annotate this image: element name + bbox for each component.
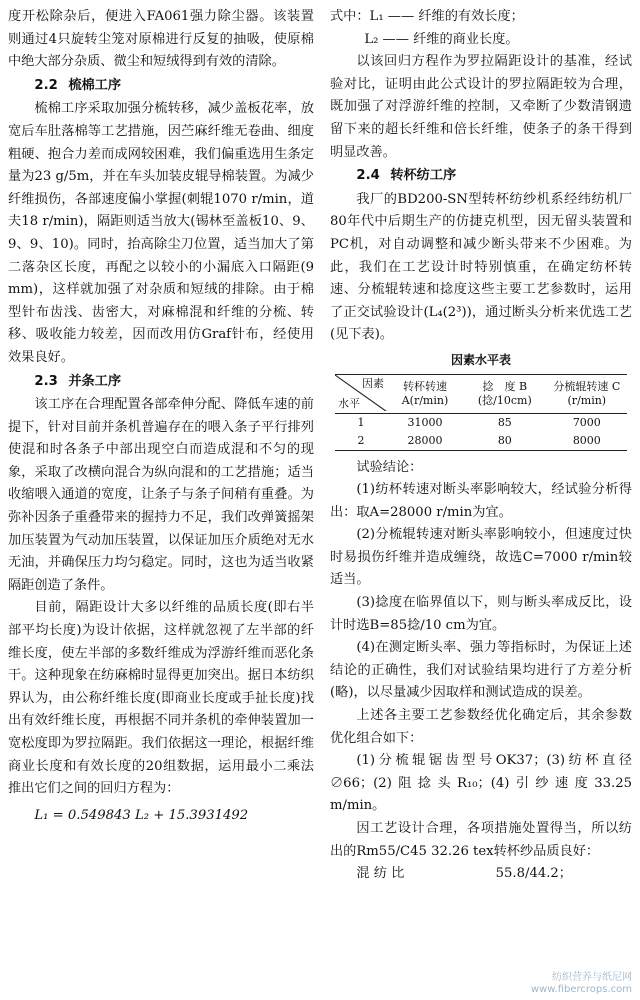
conclusion-item-3: (3)捻度在临界值以下，则与断头率成反比，设计时选B=85捻/10 cm为宜。: [330, 595, 632, 633]
variable-l1-definition: 式中：L₁ —— 纤维的有效长度；: [330, 9, 524, 24]
paragraph-intro-continued: 度开松除杂后，便进入FA061强力除尘器。该装置则通过4只旋转尘笼对原棉进行反复的抽吸，使原棉中绝大部分杂质、微尘和短绒得到有效的清除。: [8, 9, 314, 70]
section-title: 并条工序: [68, 373, 122, 389]
paragraph-yarn-quality: 因工艺设计合理，各项措施处置得当，所以纺出的Rm55/C45 32.26 tex转杯纱品质良好：: [330, 821, 632, 859]
paragraph-carding: 梳棉工序采取加强分梳转移，减少盖板花率，放宽后车肚落棉等工艺措施，因苎麻纤维无卷曲、细度粗硬、抱合力差而成网较困难，我们偏重选用生条定量为23 g/5m，并在车头加装皮辊导棉装置。为减少纤维损伤，各部速度偏小掌握(刺辊1070 r/min，道夫18 r/min)，隔距则适当放大(锡林至盖板10、9、9、9、10)。同时，抬高除尘刀位置，适当加大了第二落杂区长度，再配之以较小的小漏底入口隔距(9 mm)，这样就加强了对杂质和短绒的排除。由于棉型针布齿浅、齿密大，对麻棉混和纤维的分梳、转移、吸收能力较差，因而改用仿Graf针布，经使用效果良好。: [8, 101, 314, 365]
column-header-c: 分梳辊转速 C (r/min): [547, 374, 627, 413]
table-row: [335, 432, 627, 451]
table-cell-a: 31000: [407, 415, 443, 429]
section-heading-carding: [8, 75, 314, 98]
equation-variable-definitions: [330, 6, 632, 51]
left-column: [8, 6, 314, 831]
watermark-title: 纺织营养与纸尼网: [552, 972, 632, 983]
blend-ratio-line: [330, 863, 632, 886]
variable-l2-definition: L₂ —— 纤维的商业长度。: [364, 31, 519, 47]
regression-equation: L₁ = 0.549843 L₂ + 15.3931492: [34, 807, 249, 823]
table-row: [335, 413, 627, 432]
paragraph-drawing: 该工序在合理配置各部牵伸分配、降低车速的前提下，针对目前并条机普遍存在的喂入条子平行排列使混和时各条子中部出现空白而造成混和不匀的现象，采取了改横向混合为纵向混和的工艺措施；适当收缩喂入通道的宽度，让条子与条子间稍有重叠。为弥补因条子重叠带来的握持力不足，我们改弹簧摇架加压装置为气动加压装置，以保证加压介质绝对无水无油，并确保压力均匀稳定。同时，这也为适当收紧隔距创造了条件。: [8, 397, 314, 593]
conclusion-item-1: (1)纺杯转速对断头率影响较大，经试验分析得出：取A=28000 r/min为宜。: [330, 482, 632, 520]
conclusion-item-4: (4)在测定断头率、强力等指标时，为保证上述结论的正确性，我们对试验结果均进行了方差分析(略)，以尽量减少因取样和测试造成的误差。: [330, 640, 632, 701]
corner-label-level: 水平: [338, 396, 360, 410]
paragraph-rotor-spinning: 我厂的BD200-SN型转杯纺纱机系经纬纺机厂80年代中后期生产的仿捷克机型，因无留头装置和PC机，对自动调整和减少断头带来不少困难。为此，我们在工艺设计时特别慎重，在确定纺杯转速、分梳辊转速和捻度这些主要工艺参数时，运用了正交试验设计(L₄(2³))，通过断头分析来优选工艺(见下表)。: [330, 191, 632, 343]
right-column: [330, 6, 632, 886]
column-header-b: 捻 度 B (捻/10cm): [463, 374, 547, 413]
section-heading-rotor-spinning: [330, 165, 632, 188]
paragraph-optimized-params: 上述各主要工艺参数经优化确定后，其余参数优化组合如下：: [330, 708, 632, 746]
section-number: 2.4: [356, 168, 380, 184]
table-cell-b: 85: [497, 415, 512, 429]
section-title: 转杯纺工序: [390, 168, 457, 184]
column-header-a: 转杯转速 A(r/min): [387, 374, 463, 413]
table-cell-level: 2: [335, 432, 387, 451]
section-number: 2.3: [34, 373, 58, 389]
conclusion-heading: 试验结论：: [356, 459, 423, 475]
corner-label-factor: 因素: [362, 376, 384, 390]
table-cell-level: 1: [357, 415, 365, 429]
blend-ratio-value: 55.8/44.2；: [495, 866, 572, 882]
table-corner-cell: [335, 374, 387, 413]
conclusion-item-2: (2)分梳辊转速对断头率影响较小，但速度过快时易损伤纤维并造成缠绕，故选C=7000 r/min较适当。: [330, 527, 632, 588]
section-number: 2.2: [34, 77, 58, 93]
section-title: 梳棉工序: [68, 77, 122, 93]
table-cell-c: 8000: [547, 432, 627, 451]
table-cell-c: 7000: [572, 415, 601, 429]
factor-level-table: [335, 374, 627, 451]
table-title: 因素水平表: [450, 352, 511, 367]
section-heading-drawing: [8, 371, 314, 394]
site-watermark: [531, 972, 632, 996]
paragraph-gauge-result: 以该回归方程作为罗拉隔距设计的基准，经试验对比，证明由此公式设计的罗拉隔距较为合理，既加强了对浮游纤维的控制，又牵断了少数清钢遗留下来的超长纤维和倍长纤维，使条子的条干得到明显改善。: [330, 54, 632, 160]
blend-ratio-label: 混 纺 比: [356, 866, 405, 882]
table-cell-b: 80: [463, 432, 547, 451]
table-cell-a: 28000: [387, 432, 463, 451]
paragraph-param-list: (1)分梳辊锯齿型号OK37；(3)纺杯直径∅66；(2)阻捻头R₁₀；(4)引纱速度33.25 m/min。: [330, 753, 632, 814]
watermark-url: www.fibercrops.com: [530, 984, 632, 995]
paragraph-gauge-design: 目前，隔距设计大多以纤维的品质长度(即右半部平均长度)为设计依据，这样就忽视了左半部的纤维长度，使左半部的多数纤维成为浮游纤维而恶化条干。这种现象在纺麻棉时显得更加突出。据日本纺织界认为，由公称纤维长度(即商业长度或手扯长度)找出有效纤维长度，再根据不同并条机的牵伸装置加一宽松度即为罗拉隔距。我们依据这一理论，根据纤维商业长度和有效长度的20组数据，运用最小二乘法推出它们之间的回归方程为：: [8, 600, 314, 797]
